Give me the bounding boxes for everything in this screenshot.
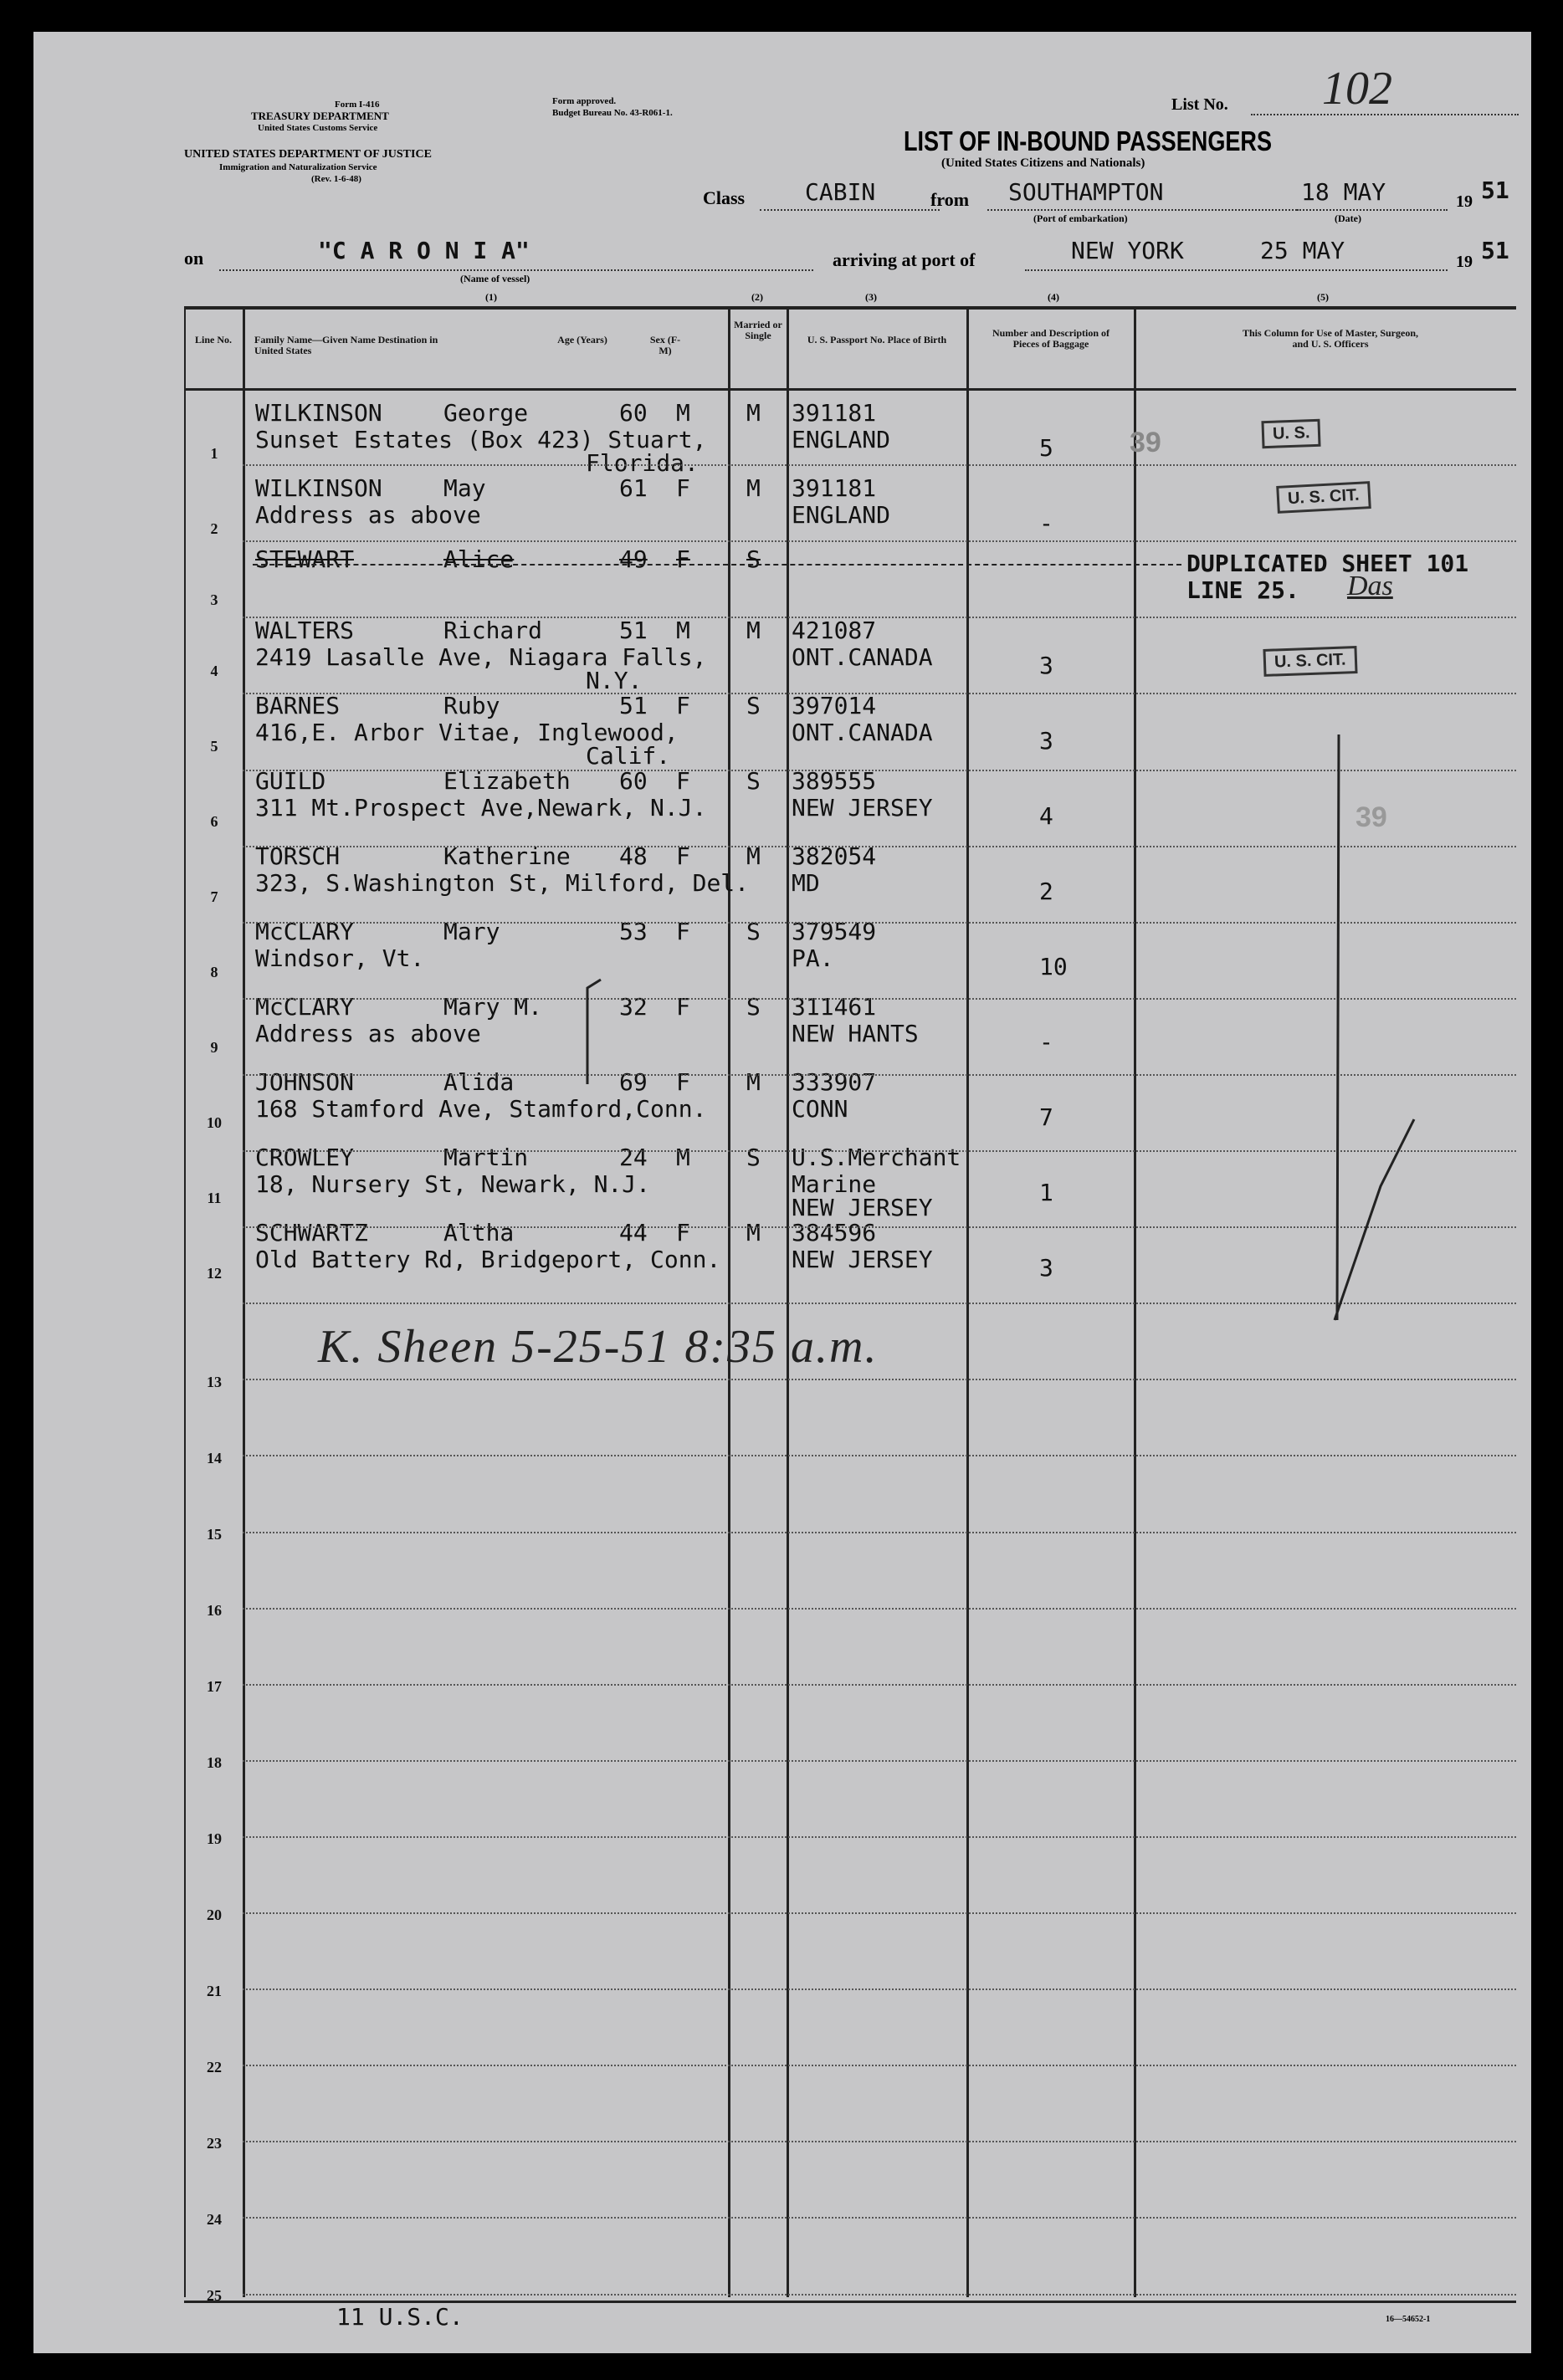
row-number: 7 <box>210 888 218 905</box>
header-passport: U. S. Passport No. Place of Birth <box>807 334 947 345</box>
row-number: 14 <box>207 1450 222 1466</box>
place-of-birth: PA. <box>792 944 834 972</box>
marital-status: S <box>746 993 761 1021</box>
marital-status: S <box>746 692 761 719</box>
row-number: 6 <box>210 813 218 830</box>
age: 61 <box>619 474 648 502</box>
marital-status: M <box>746 399 761 427</box>
marital-status: M <box>746 474 761 502</box>
doj-label: UNITED STATES DEPARTMENT OF JUSTICE <box>184 148 432 161</box>
family-name: GUILD <box>255 767 326 795</box>
stamp-us-cit: U. S. CIT. <box>1276 481 1371 514</box>
class-label: Class <box>703 187 746 208</box>
passport-number: 379549 <box>792 918 877 945</box>
baggage-count: - <box>1039 509 1053 537</box>
header-line-no: Line No. <box>194 334 232 345</box>
sex: M <box>676 617 690 644</box>
handwritten-timestamp: K. Sheen 5-25-51 8:35 a.m. <box>318 1321 879 1373</box>
row-divider <box>243 1988 1516 1990</box>
row-number: 10 <box>207 1114 222 1131</box>
initials-signature: Das <box>1347 571 1393 601</box>
row-divider <box>243 540 1516 542</box>
treasury-label: TREASURY DEPARTMENT <box>251 110 389 122</box>
row-divider <box>243 1760 1516 1762</box>
sex: F <box>676 918 690 945</box>
baggage-count: 1 <box>1039 1179 1053 1206</box>
row-divider <box>243 617 1516 618</box>
address-line-1: 18, Nursery St, Newark, N.J. <box>255 1170 651 1198</box>
stamp-us: U. S. <box>1261 419 1321 448</box>
ins-label: Immigration and Naturalization Service <box>219 162 377 172</box>
strike-line <box>253 564 1181 566</box>
sex: M <box>676 1144 690 1171</box>
baggage-count: 3 <box>1039 1254 1053 1282</box>
date-caption: (Date) <box>1335 212 1361 224</box>
rev-label: (Rev. 1-6-48) <box>311 174 361 184</box>
row-divider <box>243 1684 1516 1686</box>
row-number: 17 <box>207 1678 222 1695</box>
passport-number: 311461 <box>792 993 877 1021</box>
form-number: Form I-416 <box>335 100 380 110</box>
year-prefix-2: 19 <box>1456 253 1473 271</box>
age: 51 <box>619 617 648 644</box>
age: 48 <box>619 842 648 870</box>
arriving-label: arriving at port of <box>833 249 976 270</box>
duplicated-note: DUPLICATED SHEET 101 <box>1186 550 1469 577</box>
baggage-count: 10 <box>1039 953 1068 980</box>
age: 49 <box>619 545 648 573</box>
address-line-1: 323, S.Washington St, Milford, Del. <box>255 869 750 897</box>
row-divider <box>243 2217 1516 2219</box>
marital-status: M <box>746 1219 761 1246</box>
baggage-count: 3 <box>1039 727 1053 755</box>
row-divider <box>243 2065 1516 2066</box>
arrival-port: NEW YORK <box>1071 237 1184 264</box>
header-sex: Sex (F-M) <box>649 334 681 356</box>
row-number: 15 <box>207 1526 222 1543</box>
row-number: 20 <box>207 1907 222 1923</box>
row-number: 13 <box>207 1374 222 1390</box>
sex: F <box>676 545 690 573</box>
given-name: George <box>443 399 529 427</box>
family-name: WILKINSON <box>255 474 382 502</box>
address-line-1: 168 Stamford Ave, Stamford,Conn. <box>255 1095 707 1123</box>
row-divider <box>243 1836 1516 1838</box>
col-num-4: (4) <box>1048 291 1059 303</box>
passport-number: 391181 <box>792 474 877 502</box>
row-divider <box>243 1379 1516 1380</box>
class-value: CABIN <box>805 178 876 206</box>
marital-status: S <box>746 767 761 795</box>
passport-number: 333907 <box>792 1068 877 1096</box>
place-of-birth-2: NEW JERSEY <box>792 1194 933 1221</box>
list-no-label: List No. <box>1171 95 1228 114</box>
row-number: 16 <box>207 1602 222 1619</box>
form-subtitle: (United States Citizens and Nationals) <box>941 156 1145 170</box>
age: 24 <box>619 1144 648 1171</box>
row-number: 8 <box>210 964 218 980</box>
age: 44 <box>619 1219 648 1246</box>
baggage-count: 7 <box>1039 1103 1053 1131</box>
address-line-2: Calif. <box>586 742 671 770</box>
age: 69 <box>619 1068 648 1096</box>
age: 60 <box>619 767 648 795</box>
address-line-2: Florida. <box>586 449 699 477</box>
row-number: 3 <box>210 591 218 608</box>
given-name: Mary <box>443 918 500 945</box>
footer-usc: 11 U.S.C. <box>336 2303 464 2331</box>
address-line-1: 416,E. Arbor Vitae, Inglewood, <box>255 719 679 746</box>
header-married: Married or Single <box>734 319 782 341</box>
sex: F <box>676 1219 690 1246</box>
arrival-year: 51 <box>1481 237 1509 264</box>
header-baggage: Number and Description of Pieces of Baggage <box>992 327 1110 350</box>
sex: F <box>676 767 690 795</box>
form-title: LIST OF IN-BOUND PASSENGERS <box>904 125 1273 156</box>
col-num-1: (1) <box>485 291 497 303</box>
from-label: from <box>930 189 970 210</box>
row-number: 19 <box>207 1830 222 1847</box>
embark-year: 51 <box>1481 177 1509 204</box>
year-prefix: 19 <box>1456 192 1473 211</box>
header-name: Family Name—Given Name Destination in United States <box>254 334 438 356</box>
embark-date: 18 MAY <box>1301 178 1386 206</box>
row-number: 11 <box>207 1190 222 1206</box>
address-line-1: 2419 Lasalle Ave, Niagara Falls, <box>255 643 707 671</box>
address-line-1: Address as above <box>255 1020 481 1047</box>
col-num-5: (5) <box>1317 291 1329 303</box>
port-caption: (Port of embarkation) <box>1033 212 1128 224</box>
budget-label: Budget Bureau No. 43-R061-1. <box>552 108 673 118</box>
place-of-birth: ENGLAND <box>792 501 891 529</box>
passport-number: 391181 <box>792 399 877 427</box>
marital-status: M <box>746 1068 761 1096</box>
given-name: May <box>443 474 486 502</box>
marital-status: M <box>746 617 761 644</box>
row-number: 25 <box>207 2287 222 2304</box>
duplicated-line: LINE 25. <box>1186 576 1299 604</box>
marital-status: M <box>746 842 761 870</box>
sex: F <box>676 993 690 1021</box>
address-line-1: 311 Mt.Prospect Ave,Newark, N.J. <box>255 794 707 821</box>
header-age: Age (Years) <box>557 334 607 345</box>
row-number: 9 <box>210 1039 218 1056</box>
place-of-birth: ENGLAND <box>792 426 891 453</box>
baggage-count: - <box>1039 1028 1053 1056</box>
place-of-birth: CONN <box>792 1095 848 1123</box>
family-name: SCHWARTZ <box>255 1219 368 1246</box>
sex: F <box>676 692 690 719</box>
row-number: 23 <box>207 2135 222 2152</box>
row-number: 21 <box>207 1983 222 1999</box>
row-divider <box>243 464 1516 466</box>
age: 53 <box>619 918 648 945</box>
address-line-2: N.Y. <box>586 667 643 694</box>
marital-status: S <box>746 1144 761 1171</box>
row-number: 18 <box>207 1754 222 1771</box>
address-line-1: Old Battery Rd, Bridgeport, Conn. <box>255 1246 721 1273</box>
given-name: Alice <box>443 545 515 573</box>
passport-number: U.S.Merchant <box>792 1144 961 1171</box>
row-divider <box>243 2294 1516 2296</box>
baggage-note-2: 39 <box>1355 801 1387 833</box>
port-of-embarkation: SOUTHAMPTON <box>1008 178 1164 206</box>
baggage-count: 4 <box>1039 802 1053 830</box>
passport-number: 384596 <box>792 1219 877 1246</box>
header-officer-use: This Column for Use of Master, Surgeon, and U. S. Officers <box>1242 327 1418 350</box>
family-name: JOHNSON <box>255 1068 355 1096</box>
marital-status: S <box>746 545 761 573</box>
row-number: 5 <box>210 738 218 755</box>
place-of-birth: ONT.CANADA <box>792 643 933 671</box>
family-name: McCLARY <box>255 918 355 945</box>
passport-number: 421087 <box>792 617 877 644</box>
given-name: Martin <box>443 1144 529 1171</box>
passport-number: 382054 <box>792 842 877 870</box>
row-number: 22 <box>207 2059 222 2075</box>
place-of-birth: NEW HANTS <box>792 1020 919 1047</box>
sex: F <box>676 1068 690 1096</box>
age: 60 <box>619 399 648 427</box>
place-of-birth: NEW JERSEY <box>792 794 933 821</box>
place-of-birth: NEW JERSEY <box>792 1246 933 1273</box>
row-number: 2 <box>210 520 218 537</box>
place-of-birth: ONT.CANADA <box>792 719 933 746</box>
list-number: 102 <box>1322 63 1392 115</box>
row-divider <box>243 1532 1516 1533</box>
customs-label: United States Customs Service <box>258 123 378 133</box>
passport-number: 397014 <box>792 692 877 719</box>
family-name: McCLARY <box>255 993 355 1021</box>
row-divider <box>243 693 1516 694</box>
bracket-mark <box>584 975 609 1093</box>
family-name: BARNES <box>255 692 341 719</box>
baggage-count: 5 <box>1039 434 1053 462</box>
sex: F <box>676 474 690 502</box>
marital-status: S <box>746 918 761 945</box>
manifest-sheet <box>33 32 1531 2353</box>
row-divider <box>243 2141 1516 2142</box>
family-name: TORSCH <box>255 842 341 870</box>
passport-number: 389555 <box>792 767 877 795</box>
row-number: 24 <box>207 2211 222 2228</box>
col-num-3: (3) <box>865 291 877 303</box>
approved-label: Form approved. <box>552 96 617 106</box>
row-number: 12 <box>207 1265 222 1282</box>
place-of-birth: MD <box>792 869 820 897</box>
sex: M <box>676 399 690 427</box>
given-name: Alida <box>443 1068 515 1096</box>
family-name: WALTERS <box>255 617 355 644</box>
family-name: CROWLEY <box>255 1144 355 1171</box>
row-number: 1 <box>210 445 218 462</box>
family-name: WILKINSON <box>255 399 382 427</box>
age: 32 <box>619 993 648 1021</box>
row-number: 4 <box>210 663 218 679</box>
address-line-1: Address as above <box>255 501 481 529</box>
baggage-count: 3 <box>1039 652 1053 679</box>
col-num-2: (2) <box>751 291 763 303</box>
on-label: on <box>184 248 204 269</box>
address-line-1: Windsor, Vt. <box>255 944 425 972</box>
given-name: Elizabeth <box>443 767 571 795</box>
family-name: STEWART <box>255 545 355 573</box>
row-divider <box>243 1455 1516 1456</box>
age: 51 <box>619 692 648 719</box>
baggage-count: 2 <box>1039 878 1053 905</box>
row-divider <box>243 1608 1516 1610</box>
stamp-us-cit-2: U. S. CIT. <box>1263 646 1357 677</box>
given-name: Mary M. <box>443 993 543 1021</box>
place-of-birth: Marine <box>792 1170 877 1198</box>
vessel-caption: (Name of vessel) <box>460 273 530 284</box>
footer-print-code: 16—54652-1 <box>1386 2315 1431 2324</box>
given-name: Katherine <box>443 842 571 870</box>
given-name: Ruby <box>443 692 500 719</box>
given-name: Altha <box>443 1219 515 1246</box>
arrival-date: 25 MAY <box>1260 237 1345 264</box>
given-name: Richard <box>443 617 543 644</box>
row-divider <box>243 1912 1516 1914</box>
baggage-note-1: 39 <box>1130 427 1161 458</box>
vessel-name: "C A R O N I A" <box>318 237 530 264</box>
sex: F <box>676 842 690 870</box>
address-line-1: Sunset Estates (Box 423) Stuart, <box>255 426 707 453</box>
check-mark-icon <box>1289 718 1422 1328</box>
